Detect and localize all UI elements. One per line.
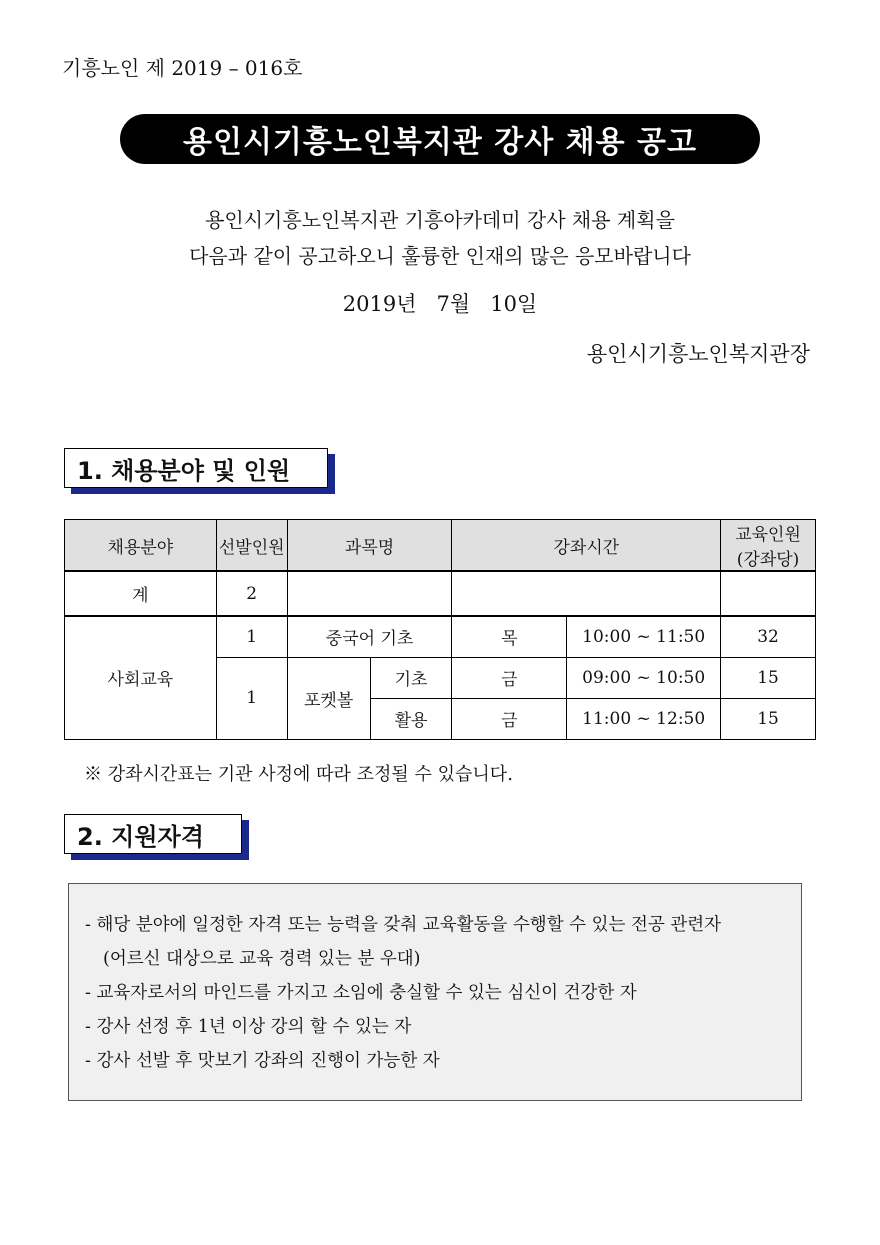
total-label: 계 xyxy=(65,571,217,616)
row-count: 1 xyxy=(216,657,287,739)
row-count: 1 xyxy=(216,616,287,657)
header-capacity-line1: 교육인원 xyxy=(735,525,801,545)
row-capacity: 32 xyxy=(721,616,816,657)
header-field: 채용분야 xyxy=(65,520,217,572)
row-time: 09:00 ~ 10:50 xyxy=(567,657,721,698)
schedule-note: ※ 강좌시간표는 기관 사정에 따라 조정될 수 있습니다. xyxy=(84,764,513,785)
header-time: 강좌시간 xyxy=(452,520,721,572)
header-capacity-line2: (강좌당) xyxy=(736,550,800,570)
row-day: 금 xyxy=(452,657,567,698)
table-row-total xyxy=(65,571,816,616)
row-level: 활용 xyxy=(370,698,452,739)
section-1-heading: 1. 채용분야 및 인원 xyxy=(64,448,328,488)
header-capacity xyxy=(721,520,816,572)
section-2-heading: 2. 지원자격 xyxy=(64,814,242,854)
row-capacity: 15 xyxy=(721,657,816,698)
row-day: 목 xyxy=(452,616,567,657)
table-row xyxy=(65,616,816,657)
qualification-item: - 강사 선발 후 맛보기 강좌의 진행이 가능한 자 xyxy=(85,1051,440,1071)
row-time: 10:00 ~ 11:50 xyxy=(567,616,721,657)
qualifications-box xyxy=(68,883,802,1101)
signer-name: 용인시기흥노인복지관장 xyxy=(586,342,810,366)
qualification-item: - 해당 분야에 일정한 자격 또는 능력을 갖춰 교육활동을 수행할 수 있는 전공 관련자 xyxy=(85,915,722,935)
intro-line-1: 용인시기흥노인복지관 기흥아카데미 강사 채용 계획을 xyxy=(205,208,675,232)
qualification-item: - 강사 선정 후 1년 이상 강의 할 수 있는 자 xyxy=(85,1017,412,1037)
header-count: 선발인원 xyxy=(216,520,287,572)
row-subject: 중국어 기초 xyxy=(287,616,452,657)
field-name: 사회교육 xyxy=(65,616,217,739)
qualification-item: (어르신 대상으로 교육 경력 있는 분 우대) xyxy=(103,949,421,969)
row-day: 금 xyxy=(452,698,567,739)
announcement-title-banner: 용인시기흥노인복지관 강사 채용 공고 xyxy=(120,114,760,164)
row-level: 기초 xyxy=(370,657,452,698)
total-count: 2 xyxy=(216,571,287,616)
recruitment-table xyxy=(64,519,816,740)
announcement-date: 2019년 7월 10일 xyxy=(342,292,538,316)
row-time: 11:00 ~ 12:50 xyxy=(567,698,721,739)
header-subject: 과목명 xyxy=(287,520,452,572)
document-number: 기흥노인 제 2019 – 016호 xyxy=(62,56,303,80)
qualification-item: - 교육자로서의 마인드를 가지고 소임에 충실할 수 있는 심신이 건강한 자 xyxy=(85,983,637,1003)
row-subject: 포켓볼 xyxy=(287,657,370,739)
intro-line-2: 다음과 같이 공고하오니 훌륭한 인재의 많은 응모바랍니다 xyxy=(189,244,691,268)
row-capacity: 15 xyxy=(721,698,816,739)
